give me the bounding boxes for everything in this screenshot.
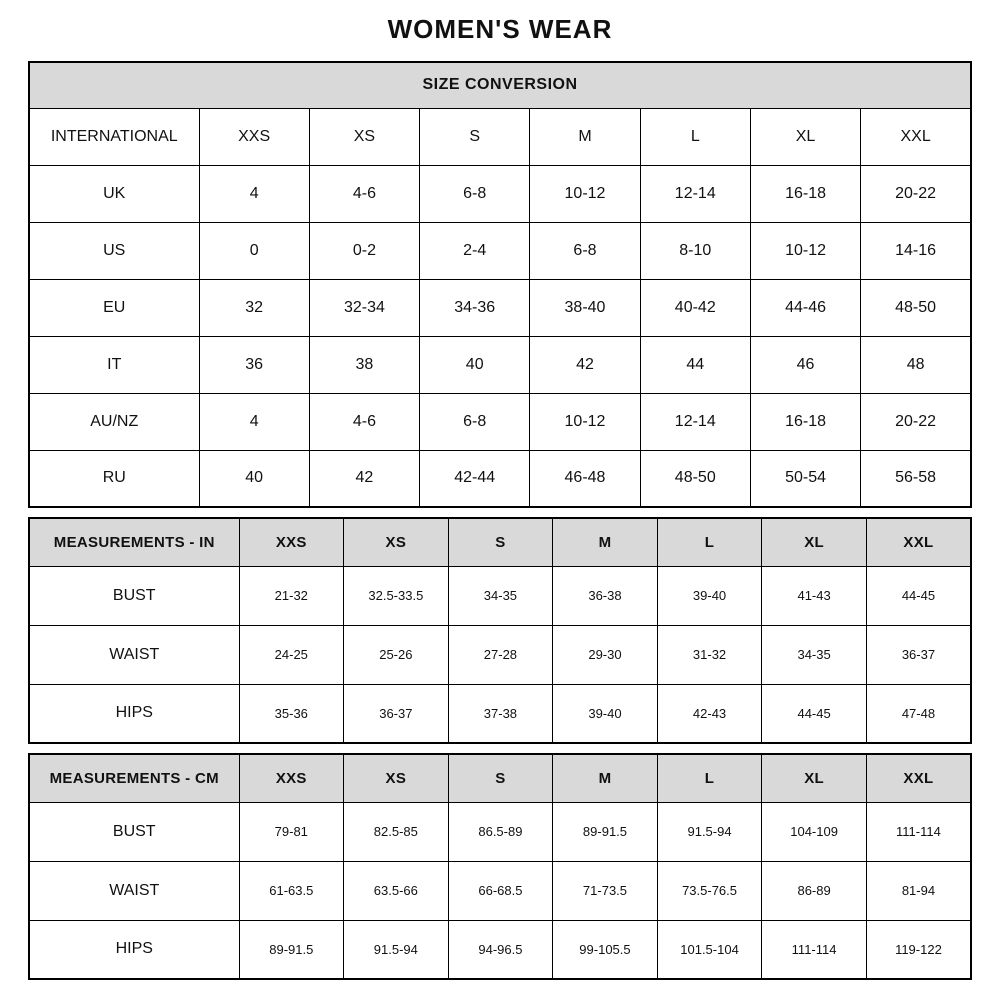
data-cell: 94-96.5 [448,920,553,979]
data-cell: 4 [199,165,309,222]
table-title-row [29,62,971,108]
data-cell: 36-38 [553,566,658,625]
header-cell: XXS [199,108,309,165]
data-cell: 12-14 [640,165,750,222]
data-cell: 36 [199,336,309,393]
header-cell: INTERNATIONAL [29,108,199,165]
header-cell: XS [344,518,449,566]
table-header-row [29,108,971,165]
header-cell: XXL [866,518,971,566]
data-cell: 34-35 [448,566,553,625]
header-cell: XS [344,754,449,802]
data-cell: 4 [199,393,309,450]
data-cell: 27-28 [448,625,553,684]
data-cell: 14-16 [861,222,971,279]
table-header-row [29,518,971,566]
table-row [29,222,971,279]
row-label: UK [29,165,199,222]
data-cell: 10-12 [530,393,640,450]
data-cell: 48-50 [861,279,971,336]
data-cell: 41-43 [762,566,867,625]
table-row [29,336,971,393]
data-cell: 104-109 [762,802,867,861]
data-cell: 32-34 [309,279,419,336]
data-cell: 34-35 [762,625,867,684]
header-cell: XXL [861,108,971,165]
data-cell: 39-40 [657,566,762,625]
header-cell: S [448,754,553,802]
table-row [29,920,971,979]
data-cell: 42-43 [657,684,762,743]
table-row [29,861,971,920]
data-cell: 4-6 [309,165,419,222]
row-label: AU/NZ [29,393,199,450]
data-cell: 38-40 [530,279,640,336]
data-cell: 32.5-33.5 [344,566,449,625]
data-cell: 2-4 [420,222,530,279]
measurements-cm-table [28,753,972,980]
data-cell: 35-36 [239,684,344,743]
data-cell: 6-8 [420,393,530,450]
data-cell: 31-32 [657,625,762,684]
header-cell: M [553,754,658,802]
data-cell: 89-91.5 [553,802,658,861]
data-cell: 42 [530,336,640,393]
data-cell: 89-91.5 [239,920,344,979]
data-cell: 0 [199,222,309,279]
data-cell: 20-22 [861,393,971,450]
table-row [29,684,971,743]
data-cell: 20-22 [861,165,971,222]
data-cell: 44-46 [750,279,860,336]
row-label: HIPS [29,684,239,743]
data-cell: 42 [309,450,419,507]
data-cell: 40-42 [640,279,750,336]
header-cell: M [530,108,640,165]
data-cell: 42-44 [420,450,530,507]
data-cell: 6-8 [530,222,640,279]
data-cell: 86-89 [762,861,867,920]
data-cell: 21-32 [239,566,344,625]
data-cell: 44-45 [762,684,867,743]
header-cell: XXL [866,754,971,802]
header-cell: L [657,518,762,566]
data-cell: 46 [750,336,860,393]
row-label: WAIST [29,861,239,920]
data-cell: 36-37 [344,684,449,743]
data-cell: 38 [309,336,419,393]
data-cell: 63.5-66 [344,861,449,920]
data-cell: 40 [420,336,530,393]
data-cell: 79-81 [239,802,344,861]
data-cell: 16-18 [750,393,860,450]
data-cell: 56-58 [861,450,971,507]
data-cell: 4-6 [309,393,419,450]
data-cell: 91.5-94 [657,802,762,861]
data-cell: 12-14 [640,393,750,450]
data-cell: 119-122 [866,920,971,979]
table-header-row [29,754,971,802]
data-cell: 0-2 [309,222,419,279]
table-title: SIZE CONVERSION [29,62,971,108]
header-cell: XXS [239,518,344,566]
row-label: BUST [29,566,239,625]
data-cell: 91.5-94 [344,920,449,979]
data-cell: 50-54 [750,450,860,507]
data-cell: 29-30 [553,625,658,684]
size-conversion-table [28,61,972,508]
data-cell: 101.5-104 [657,920,762,979]
row-label: HIPS [29,920,239,979]
row-label: EU [29,279,199,336]
header-cell: MEASUREMENTS - CM [29,754,239,802]
header-cell: M [553,518,658,566]
table-row [29,802,971,861]
data-cell: 36-37 [866,625,971,684]
table-row [29,165,971,222]
header-cell: L [657,754,762,802]
data-cell: 44-45 [866,566,971,625]
row-label: IT [29,336,199,393]
table-row [29,279,971,336]
data-cell: 24-25 [239,625,344,684]
data-cell: 16-18 [750,165,860,222]
data-cell: 32 [199,279,309,336]
data-cell: 6-8 [420,165,530,222]
row-label: RU [29,450,199,507]
data-cell: 34-36 [420,279,530,336]
header-cell: L [640,108,750,165]
row-label: BUST [29,802,239,861]
data-cell: 40 [199,450,309,507]
data-cell: 71-73.5 [553,861,658,920]
data-cell: 47-48 [866,684,971,743]
table-row [29,450,971,507]
data-cell: 99-105.5 [553,920,658,979]
header-cell: XL [762,754,867,802]
measurements-in-table [28,517,972,744]
data-cell: 10-12 [530,165,640,222]
data-cell: 39-40 [553,684,658,743]
header-cell: XS [309,108,419,165]
data-cell: 111-114 [866,802,971,861]
row-label: US [29,222,199,279]
data-cell: 10-12 [750,222,860,279]
data-cell: 48 [861,336,971,393]
data-cell: 66-68.5 [448,861,553,920]
header-cell: XL [750,108,860,165]
header-cell: XXS [239,754,344,802]
data-cell: 44 [640,336,750,393]
row-label: WAIST [29,625,239,684]
data-cell: 8-10 [640,222,750,279]
table-row [29,625,971,684]
data-cell: 111-114 [762,920,867,979]
data-cell: 46-48 [530,450,640,507]
data-cell: 86.5-89 [448,802,553,861]
data-cell: 81-94 [866,861,971,920]
page-title: WOMEN'S WEAR [387,14,613,44]
data-cell: 82.5-85 [344,802,449,861]
header-cell: S [420,108,530,165]
table-row [29,393,971,450]
data-cell: 48-50 [640,450,750,507]
data-cell: 25-26 [344,625,449,684]
header-cell: MEASUREMENTS - IN [29,518,239,566]
header-cell: S [448,518,553,566]
data-cell: 61-63.5 [239,861,344,920]
data-cell: 73.5-76.5 [657,861,762,920]
data-cell: 37-38 [448,684,553,743]
header-cell: XL [762,518,867,566]
table-row [29,566,971,625]
